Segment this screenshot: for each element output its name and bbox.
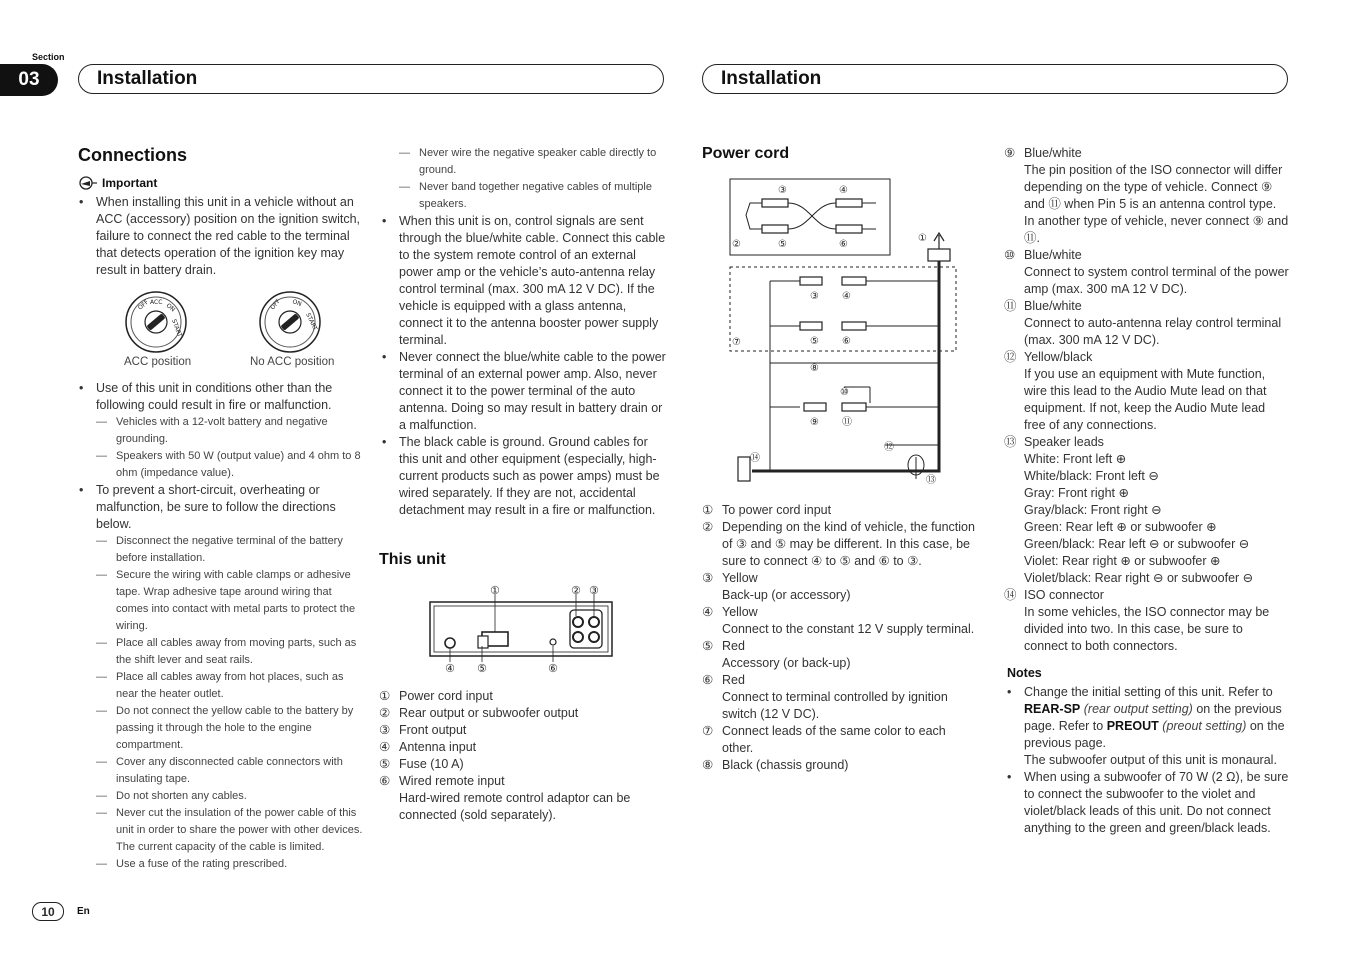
pc-inset-label-5: ⑤: [778, 239, 787, 250]
direction-item: — Do not shorten any cables.: [96, 788, 366, 805]
note-item: • When using a subwoofer of 70 W (2 Ω), be sure to connect the subwoofer to the violet and violet/black leads of this unit. Do not connect anything to the green and green/black leads.: [1004, 769, 1290, 837]
pc-label-13: ⑬: [926, 475, 936, 486]
important-label: Important: [102, 176, 158, 190]
pc-label-9: ⑨: [810, 417, 819, 428]
unit-label-5: ⑤: [477, 662, 487, 675]
col2-text: [379, 145, 667, 519]
unit-legend-extra: Hard-wired remote control adaptor can be connected (sold separately).: [399, 791, 631, 822]
direction-item: — Secure the wiring with cable clamps or adhesive tape. Wrap adhesive tape around wiring that comes into contact with metal parts to protect the wiring.: [96, 567, 366, 635]
this-unit-title: This unit: [379, 551, 446, 568]
svg-text:ON: ON: [164, 302, 177, 314]
direction-item: — Place all cables away from hot places, such as near the heater outlet.: [96, 669, 366, 703]
language-code: En: [77, 906, 90, 917]
unit-label-1: ①: [490, 584, 500, 597]
pc-label-12: ⑫: [884, 442, 894, 453]
bullet-ground: • The black cable is ground. Ground cables for this unit and other equipment (especially, high-current products such as power amps) must be wired separately. If they are not, accidental detachment may result in a fire or malfunction.: [379, 434, 667, 519]
pc-legend-item: ② Depending on the kind of vehicle, the function of ③ and ⑤ may be different. In this case, be sure to connect ④ to ⑤ and ⑥ to ③.: [702, 520, 975, 568]
pc-inset-label-6: ⑥: [839, 239, 848, 250]
pc-label-10: ⑩: [840, 387, 849, 398]
direction-item: — Never cut the insulation of the power cable of this unit in order to share the power with other devices. The current capacity of the cable is limited.: [96, 805, 366, 856]
acc-switch-figure: [126, 292, 186, 352]
svg-text:START: START: [170, 318, 184, 339]
unit-label-2: ②: [571, 584, 581, 597]
speaker-lead: Violet: Rear right ⊕ or subwoofer ⊕: [1024, 554, 1221, 568]
svg-text:OFF: OFF: [269, 297, 283, 312]
svg-text:START: START: [304, 311, 319, 332]
unit-label-4: ④: [445, 662, 455, 675]
unit-legend-item: ⑤ Fuse (10 A): [379, 757, 464, 771]
unit-legend-item: ③ Front output: [379, 723, 467, 737]
pc-inset-label-4: ④: [839, 185, 848, 196]
wiring-item: — Never wire the negative speaker cable directly to ground.: [399, 145, 667, 179]
page-number: 10: [32, 902, 64, 921]
svg-text:OFF: OFF: [136, 298, 151, 312]
speaker-lead: Gray: Front right ⊕: [1024, 486, 1129, 500]
condition-item: — Speakers with 50 W (output value) and 4 ohm to 8 ohm (impedance value).: [96, 448, 366, 482]
bullet-conditions: • Use of this unit in conditions other than the following could result in fire or malfunction.: [76, 380, 366, 414]
pc-label-14: ⑭: [750, 453, 760, 464]
pc-label-6: ⑥: [842, 336, 851, 347]
svg-text:ON: ON: [291, 298, 303, 309]
unit-label-3: ③: [589, 584, 599, 597]
pc-legend-item: ⑫ Yellow/black If you use an equipment with Mute function, wire this lead to the Audio Mute lead on that equipment. If not, keep the Audio Mute lead free of any connections.: [1004, 350, 1267, 432]
direction-item: — Cover any disconnected cable connectors with insulating tape.: [96, 754, 366, 788]
header-title-right-text: Installation: [721, 68, 822, 89]
conditions-section: [76, 380, 366, 873]
speaker-leads-item: ⑬ Speaker leads White: Front left ⊕ White/black: Front left ⊖ Gray: Front right ⊕ Gray/black: Front right ⊖ Green: Rear left ⊕ or subwoofer ⊕ Green/black: Rear left ⊖ or subwoofer ⊖ Violet: Rear right ⊕ or subwoofer ⊕ Violet/black: Rear right ⊖ or subwoofer ⊖: [1004, 434, 1290, 587]
direction-item: — Use a fuse of the rating prescribed.: [96, 856, 366, 873]
pc-label-8: ⑧: [810, 363, 819, 374]
unit-legend-item: ① Power cord input: [379, 689, 493, 703]
section-number-badge: 03: [0, 64, 58, 96]
header-title-left-text: Installation: [97, 68, 198, 89]
power-cord-legend-cont: [1004, 145, 1290, 837]
header-title-left: [78, 64, 664, 94]
pc-legend-item: ① To power cord input: [702, 503, 832, 517]
pc-legend-item: ③ Yellow Back-up (or accessory): [702, 571, 851, 602]
unit-legend-item: ⑥ Wired remote input: [379, 774, 505, 788]
speaker-lead: White: Front left ⊕: [1024, 452, 1127, 466]
pc-inset-label-3: ③: [778, 185, 787, 196]
power-cord-title: Power cord: [702, 145, 790, 162]
no-acc-switch-figure: [260, 292, 320, 352]
direction-item: — Place all cables away from moving parts, such as the shift lever and seat rails.: [96, 635, 366, 669]
bullet-short-circuit: • To prevent a short-circuit, overheating or malfunction, be sure to follow the directions below.: [76, 482, 366, 533]
unit-label-6: ⑥: [548, 662, 558, 675]
bullet-never-connect: • Never connect the blue/white cable to the power terminal of an external power amp. Also, never connect it to the power terminal of the auto antenna. Doing so may result in battery drain or a malfunction.: [379, 349, 667, 434]
pc-label-7: ⑦: [732, 337, 741, 348]
pc-legend-item: ⑦ Connect leads of the same color to each other.: [702, 724, 946, 755]
pc-legend-item: ⑩ Blue/white Connect to system control terminal of the power amp (max. 300 mA 12 V DC).: [1004, 248, 1289, 296]
directions-list: [96, 533, 366, 873]
direction-item: — Do not connect the yellow cable to the battery by passing it through the hole to the engine compartment.: [96, 703, 366, 754]
header-title-right: [702, 64, 1288, 94]
condition-item: — Vehicles with a 12-volt battery and negative grounding.: [96, 414, 366, 448]
important-icon: [76, 175, 98, 191]
pc-inset-label-2: ②: [732, 239, 741, 250]
svg-text:ACC: ACC: [150, 299, 163, 306]
speaker-wiring-list: [399, 145, 667, 213]
acc-position-caption: ACC position: [124, 356, 192, 368]
speaker-lead: Green: Rear left ⊕ or subwoofer ⊕: [1024, 520, 1217, 534]
important-heading: [76, 175, 157, 191]
pc-label-5: ⑤: [810, 336, 819, 347]
note-item: • Change the initial setting of this unit. Refer to REAR-SP (rear output setting) on the previous page. Refer to PREOUT (preout setting) on the previous page. The subwoofer output of this unit is monaural.: [1004, 684, 1290, 769]
pc-label-3: ③: [810, 291, 819, 302]
direction-item: — Disconnect the negative terminal of the battery before installation.: [96, 533, 366, 567]
wiring-item: — Never band together negative cables of multiple speakers.: [399, 179, 667, 213]
pc-label-4: ④: [842, 291, 851, 302]
speaker-lead: White/black: Front left ⊖: [1024, 469, 1159, 483]
iso-connector-item: ⑭ ISO connector In some vehicles, the ISO connector may be divided into two. In this case, be sure to connect to both connectors.: [1004, 588, 1270, 653]
speaker-lead: Gray/black: Front right ⊖: [1024, 503, 1162, 517]
pc-legend-item: ⑥ Red Connect to terminal controlled by ignition switch (12 V DC).: [702, 673, 948, 721]
pc-legend-item: ④ Yellow Connect to the constant 12 V supply terminal.: [702, 605, 975, 636]
power-cord-diagram: [720, 175, 970, 493]
speaker-lead: Violet/black: Rear right ⊖ or subwoofer ⊖: [1024, 571, 1254, 585]
conditions-list: [96, 414, 366, 482]
bullet-acc-warning: • When installing this unit in a vehicle without an ACC (accessory) position on the ignition switch, failure to connect the red cable to the terminal that detects operation of the ignition key may result in battery drain.: [76, 194, 366, 279]
pc-legend-item: ⑤ Red Accessory (or back-up): [702, 639, 851, 670]
pc-legend-item: ⑧ Black (chassis ground): [702, 758, 849, 772]
unit-legend-item: ④ Antenna input: [379, 740, 477, 754]
section-label: Section: [32, 52, 65, 62]
unit-legend-item: ② Rear output or subwoofer output: [379, 706, 579, 720]
pc-label-11: ⑪: [842, 417, 852, 428]
power-cord-legend: [702, 502, 976, 774]
speaker-lead: Green/black: Rear left ⊖ or subwoofer ⊖: [1024, 537, 1250, 551]
pc-label-1: ①: [918, 233, 927, 244]
unit-rear-diagram: [420, 580, 620, 676]
pc-legend-item: ⑪ Blue/white Connect to auto-antenna relay control terminal (max. 300 mA 12 V DC).: [1004, 299, 1282, 347]
bullet-blue-white: • When this unit is on, control signals are sent through the blue/white cable. Connect this cable to the system remote control of an external power amp or the vehicle’s auto-antenna relay control terminal (max. 300 mA 12 V DC). If the vehicle is equipped with a glass antenna, connect it to the antenna booster power supply terminal.: [379, 213, 667, 349]
no-acc-position-caption: No ACC position: [250, 356, 335, 368]
notes-title: Notes: [1007, 666, 1042, 680]
connections-title: Connections: [78, 145, 188, 165]
pc-legend-item: ⑨ Blue/white The pin position of the ISO connector will differ depending on the type of vehicle. Connect ⑨ and ⑪ when Pin 5 is an antenna control type. In another type of vehicle, never connect ⑨ and ⑪.: [1004, 146, 1289, 245]
important-notes: [76, 194, 366, 279]
unit-legend: [379, 688, 669, 824]
